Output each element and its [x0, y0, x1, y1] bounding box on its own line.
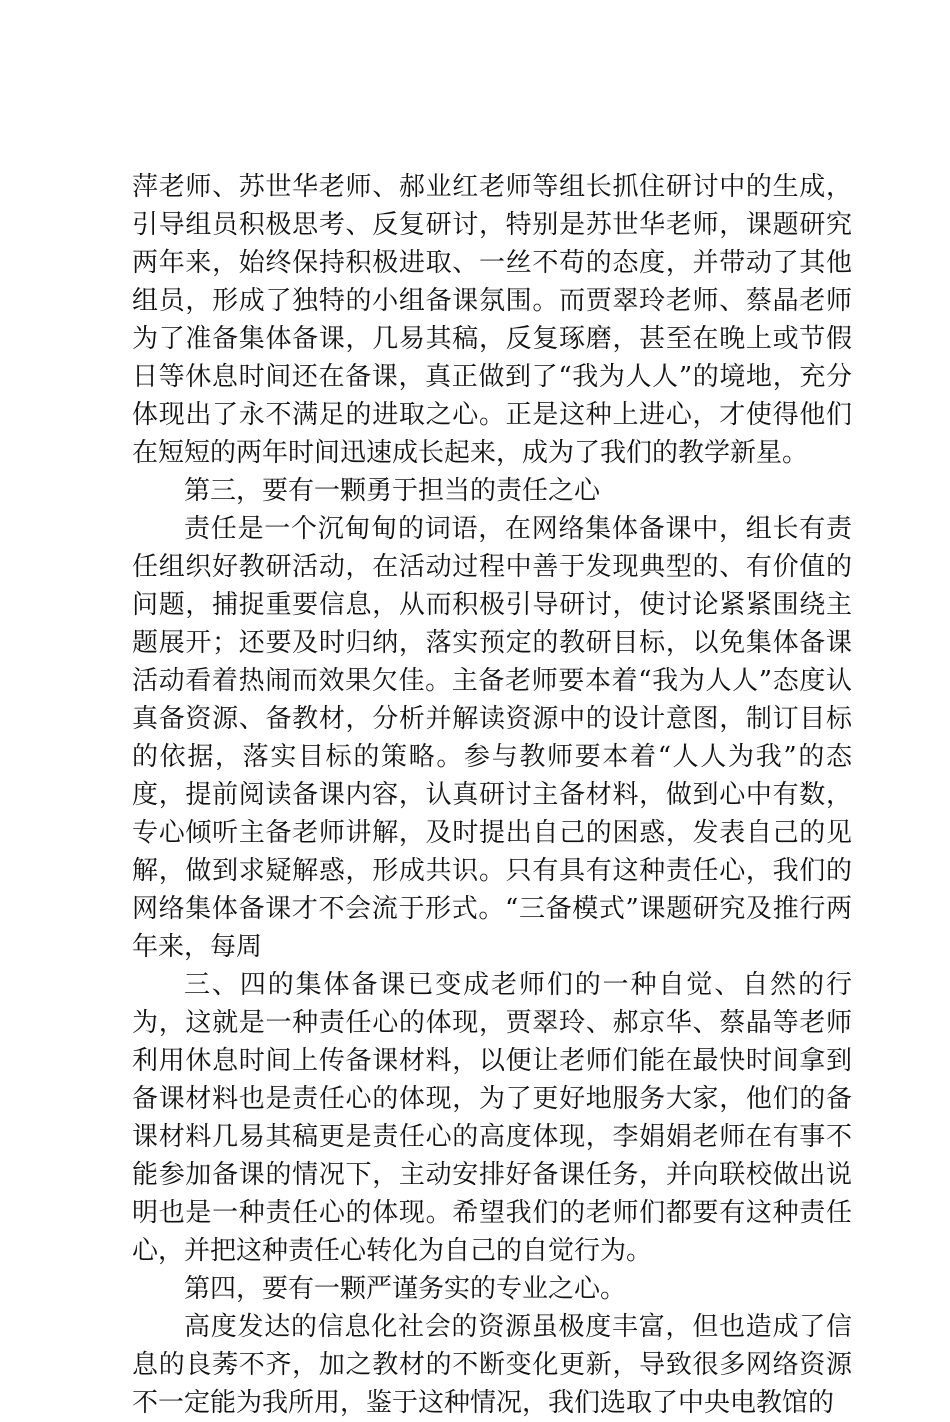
paragraph-responsibility-examples: 三、四的集体备课已变成老师们的一种自觉、自然的行为，这就是一种责任心的体现，贾翠玲、郝京华、蔡晶等老师利用休息时间上传备课材料，以便让老师们能在最快时间拿到备课材料也是责任心的体现，为了更好地服务大家，他们的备课材料几易其稿更是责任心的高度体现，李娟娟老师在有事不能参加备课的情况下，主动安排好备课任务，并向联校做出说明也是一种责任心的体现。希望我们的老师们都要有这种责任心，并把这种责任心转化为自己的自觉行为。: [132, 970, 852, 1266]
paragraph-continuation: 萍老师、苏世华老师、郝业红老师等组长抓住研讨中的生成，引导组员积极思考、反复研讨，特别是苏世华老师，课题研究两年来，始终保持积极进取、一丝不苟的态度，并带动了其他组员，形成了独特的小组备课氛围。而贾翠玲老师、蔡晶老师为了准备集体备课，几易其稿，反复琢磨，甚至在晚上或节假日等休息时间还在备课，真正做到了“我为人人”的境地，充分体现出了永不满足的进取之心。正是这种上进心，才使得他们在短短的两年时间迅速成长起来，成为了我们的教学新星。: [132, 172, 852, 468]
section-heading-third: 第三，要有一颗勇于担当的责任之心: [184, 476, 601, 506]
section-heading-fourth: 第四，要有一颗严谨务实的专业之心。: [184, 1274, 627, 1304]
paragraph-professional: 高度发达的信息化社会的资源虽极度丰富，但也造成了信息的良莠不齐，加之教材的不断变化更新，导致很多网络资源不一定能为我所用，鉴于这种情况，我们选取了中央电教馆的: [132, 1312, 852, 1418]
paragraph-responsibility: 责任是一个沉甸甸的词语，在网络集体备课中，组长有责任组织好教研活动，在活动过程中善于发现典型的、有价值的问题，捕捉重要信息，从而积极引导研讨，使讨论紧紧围绕主题展开；还要及时归纳，落实预定的教研目标，以免集体备课活动看着热闹而效果欠佳。主备老师要本着“我为人人”态度认真备资源、备教材，分析并解读资源中的设计意图，制订目标的依据，落实目标的策略。参与教师要本着“人人为我”的态度，提前阅读备课内容，认真研讨主备材料，做到心中有数，专心倾听主备老师讲解，及时提出自己的困惑，发表自己的见解，做到求疑解惑，形成共识。只有具有这种责任心，我们的网络集体备课才不会流于形式。“三备模式”课题研究及推行两年来，每周: [132, 514, 852, 962]
document-page: [132, 168, 852, 1422]
